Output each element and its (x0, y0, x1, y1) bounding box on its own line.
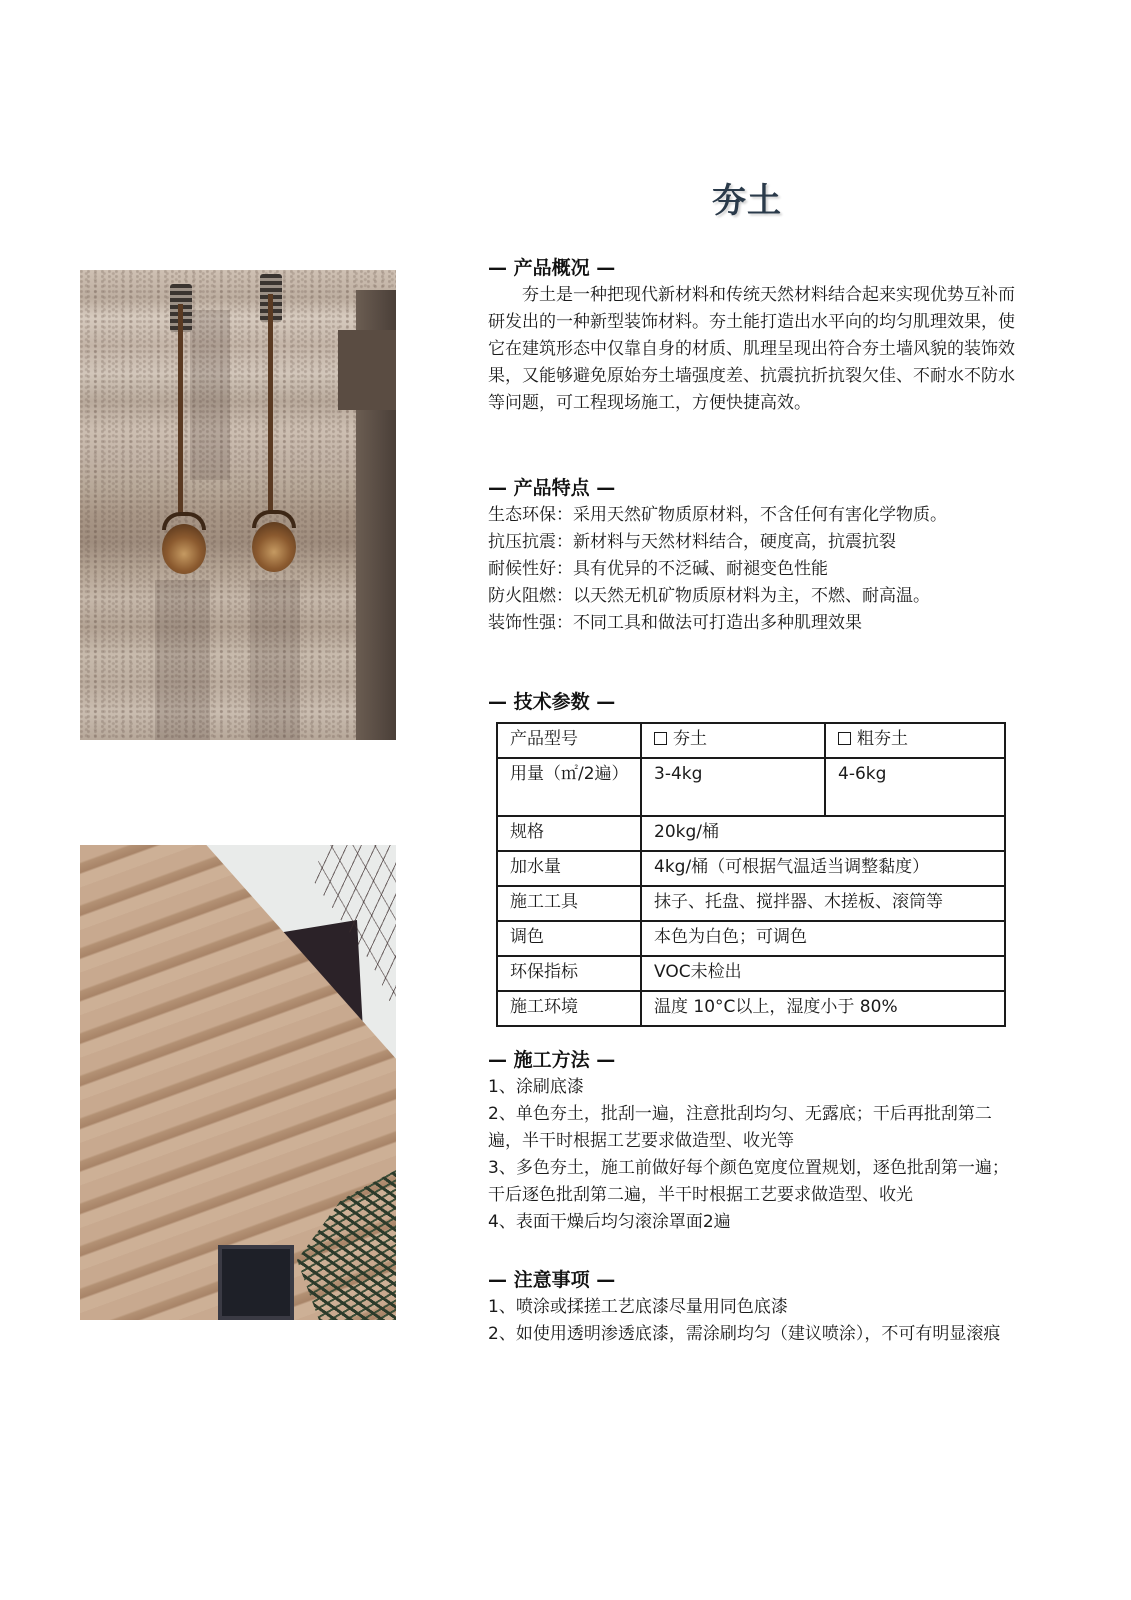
instrument-right (252, 274, 296, 574)
option-label: 粗夯土 (857, 729, 908, 749)
instrument-neck (268, 294, 273, 514)
checkbox-icon[interactable] (838, 732, 851, 745)
table-row (497, 851, 1005, 886)
method-step: 4、表面干燥后均匀滚涂罩面2遍 (488, 1212, 731, 1232)
table-row (497, 816, 1005, 851)
section-heading: — 注意事项 — (488, 1269, 616, 1291)
row-label: 规格 (497, 816, 641, 851)
section-overview (488, 254, 1018, 417)
row-value: 温度 10°C以上，湿度小于 80% (641, 991, 1005, 1026)
section-heading: — 产品概况 — (488, 257, 616, 279)
method-step: 2、单色夯土，批刮一遍，注意批刮均匀、无露底；干后再批刮第二遍，半干时根据工艺要求做造型、收光等 (488, 1104, 992, 1151)
row-label: 施工环境 (497, 991, 641, 1026)
shadow (250, 580, 300, 740)
section-notes (488, 1266, 1018, 1348)
instrument-left (162, 284, 206, 584)
feature-item: 耐候性好：具有优异的不泛碱、耐褪变色性能 (488, 559, 828, 579)
row-value: 20kg/桶 (641, 816, 1005, 851)
row-label: 用量（㎡/2遍） (497, 758, 641, 816)
page-title: 夯土 (712, 180, 782, 221)
section-heading: — 技术参数 — (488, 691, 616, 713)
lower-window (218, 1245, 294, 1320)
row-value: VOC未检出 (641, 956, 1005, 991)
row-value: 3-4kg (641, 758, 825, 816)
checkbox-icon[interactable] (654, 732, 667, 745)
section-construction-method (488, 1046, 1018, 1236)
note-item: 1、喷涂或揉搓工艺底漆尽量用同色底漆 (488, 1297, 788, 1317)
section-heading: — 施工方法 — (488, 1049, 616, 1071)
spec-table (496, 722, 1006, 1027)
table-row (497, 991, 1005, 1026)
table-row (497, 921, 1005, 956)
row-value: 抹子、托盘、搅拌器、木搓板、滚筒等 (641, 886, 1005, 921)
feature-item: 装饰性强：不同工具和做法可打造出多种肌理效果 (488, 613, 862, 633)
model-option-2[interactable] (825, 723, 1005, 758)
option-label: 夯土 (673, 729, 707, 749)
feature-item: 抗压抗震：新材料与天然材料结合，硬度高，抗震抗裂 (488, 532, 896, 552)
feature-item: 防火阻燃：以天然无机矿物质原材料为主，不燃、耐高温。 (488, 586, 930, 606)
section-heading: — 产品特点 — (488, 477, 616, 499)
table-row (497, 956, 1005, 991)
row-label: 环保指标 (497, 956, 641, 991)
table-row (497, 886, 1005, 921)
row-value: 4kg/桶（可根据气温适当调整黏度） (641, 851, 1005, 886)
method-step: 3、多色夯土，施工前做好每个颜色宽度位置规划，逐色批刮第一遍；干后逐色批刮第二遍，半干时根据工艺要求做造型、收光 (488, 1158, 1009, 1205)
table-row (497, 758, 1005, 816)
instrument-neck (178, 304, 183, 514)
row-label: 施工工具 (497, 886, 641, 921)
section-features (488, 474, 1018, 637)
feature-item: 生态环保：采用天然矿物质原材料，不含任何有害化学物质。 (488, 505, 947, 525)
row-label: 产品型号 (497, 723, 641, 758)
row-value: 本色为白色；可调色 (641, 921, 1005, 956)
table-row (497, 723, 1005, 758)
shadow (155, 580, 210, 740)
method-step: 1、涂刷底漆 (488, 1077, 584, 1097)
row-value: 4-6kg (825, 758, 1005, 816)
row-label: 加水量 (497, 851, 641, 886)
note-item: 2、如使用透明渗透底漆，需涂刷均匀（建议喷涂），不可有明显滚痕 (488, 1324, 1001, 1344)
instrument-body (252, 522, 296, 572)
row-label: 调色 (497, 921, 641, 956)
model-option-1[interactable] (641, 723, 825, 758)
section-tech-params (488, 688, 1018, 1027)
pillar-cap (338, 330, 396, 410)
product-photo-facade (80, 845, 396, 1320)
instrument-body (162, 524, 206, 574)
product-photo-instruments (80, 270, 396, 740)
overview-text: 夯土是一种把现代新材料和传统天然材料结合起来实现优势互补而研发出的一种新型装饰材料。夯土能打造出水平向的均匀肌理效果，使它在建筑形态中仅靠自身的材质、肌理呈现出符合夯土墙风貌的装饰效果，又能够避免原始夯土墙强度差、抗震抗折抗裂欠佳、不耐水不防水等问题，可工程现场施工，方便快捷高效。 (488, 285, 1015, 413)
